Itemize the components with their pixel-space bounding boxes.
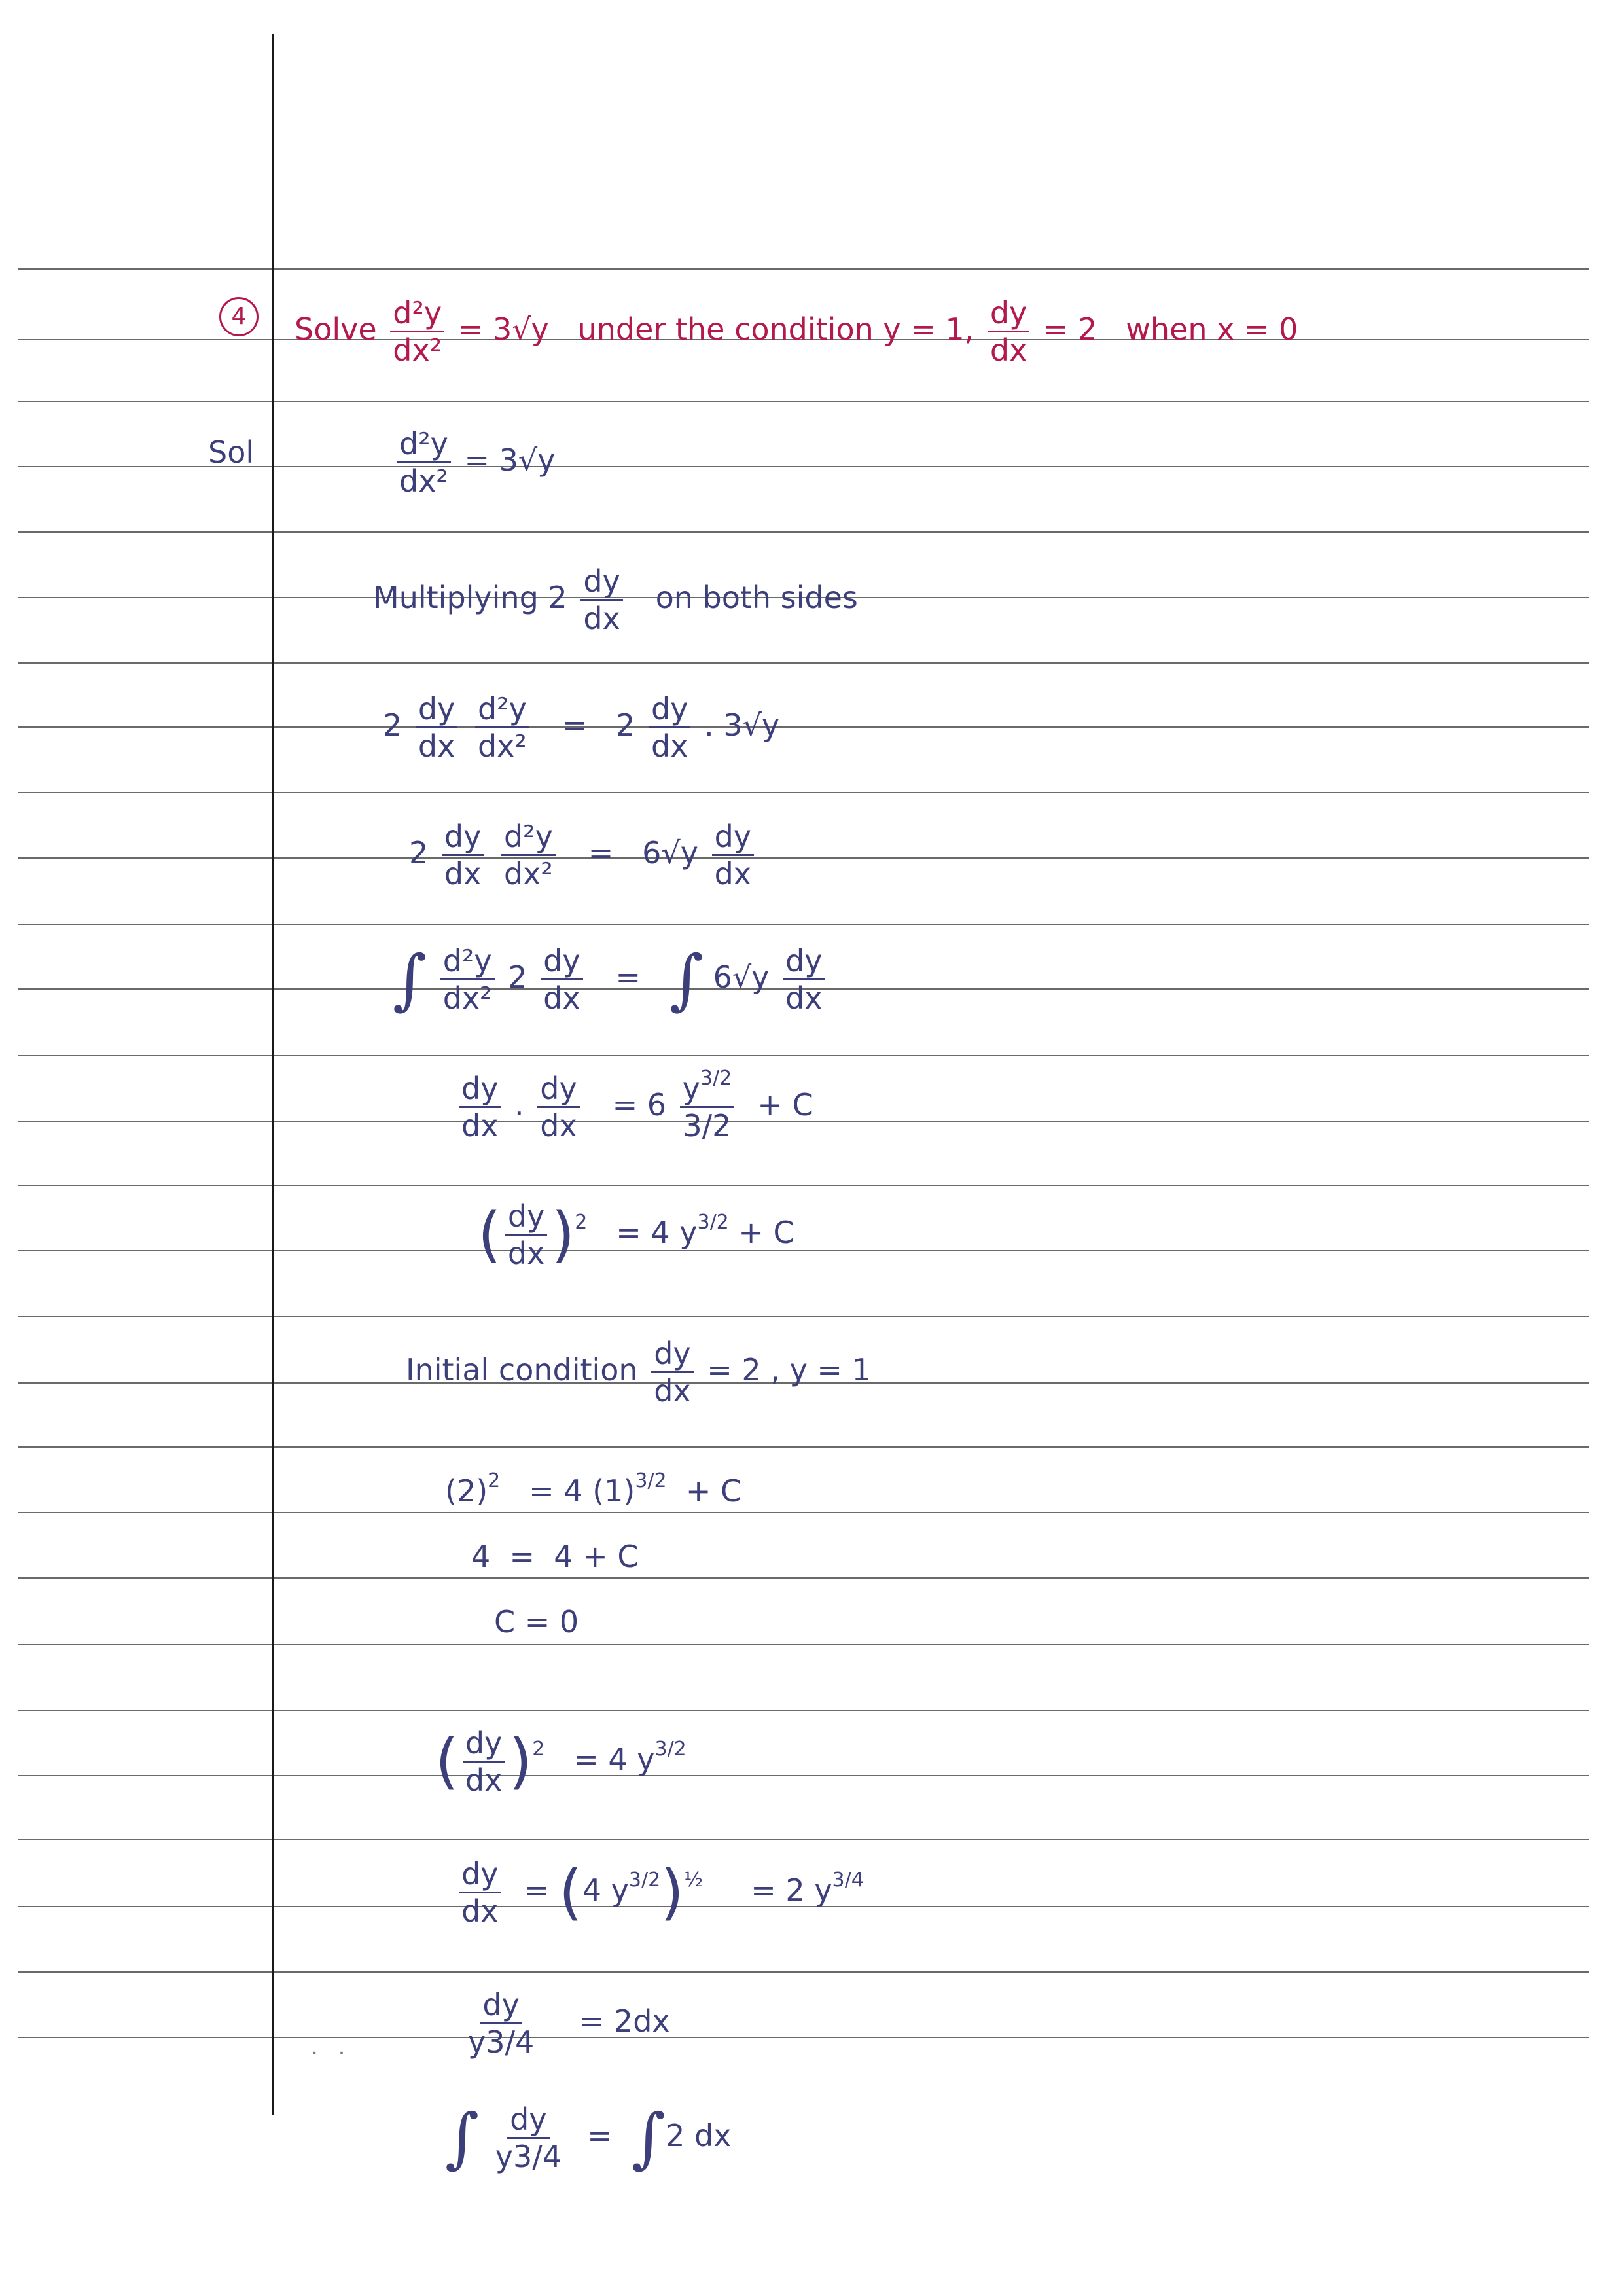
condition-text: under the condition <box>577 312 874 347</box>
stray-dots: . . <box>311 2034 352 2060</box>
step-12: ( $\frac{dy}{dx}$ )$^2$ = 4 $y^{3/2}$ <box>435 1725 687 1798</box>
solution-label: Sol <box>208 435 255 470</box>
step-9: $(2)^2$ = 4 $(1)^{3/2} + C$ <box>445 1469 742 1509</box>
problem-number-circle: 4 <box>219 297 259 336</box>
when-value: x = 0 <box>1217 312 1298 347</box>
solve-word: Solve <box>294 312 377 347</box>
step-1: $\frac{\text{d²y}}{\text{dx²}}$ = 3√y <box>393 429 555 496</box>
problem-lhs-fraction: $\frac{\text{d²y}}{\text{dx²}}$ <box>390 298 444 365</box>
step-8: Initial condition $\frac{dy}{dx}$ = 2 , y = 1 <box>406 1336 871 1408</box>
condition-y: y = 1, <box>883 312 974 347</box>
step-3: 2 $\frac{dy}{dx}$ $\frac{\text{d²y}}{\text{dx²}}$ = 2 $\frac{dy}{dx}$ . 3√y <box>383 691 780 764</box>
step-11: C = 0 <box>494 1604 579 1640</box>
condition-fraction: $\frac{dy}{dx}$ <box>988 298 1029 365</box>
step-7: ( $\frac{dy}{dx}$ )$^2$ = 4 $y^{3/2} + C$ <box>478 1198 794 1271</box>
problem-statement <box>294 295 1298 368</box>
margin-line <box>272 34 274 2115</box>
problem-rhs: = 3√y <box>457 312 549 347</box>
step-10: 4 = 4 + C <box>471 1539 639 1574</box>
when-text: when <box>1126 312 1207 347</box>
step-15: ∫ $\frac{dy}{y3/4}$ = ∫2 dx <box>445 2099 732 2176</box>
step-6: $\frac{dy}{dx}$ . $\frac{dy}{dx}$ = 6 $\frac{y^{3/2}}{3/2}$ + C <box>455 1073 813 1141</box>
step-13: $\frac{dy}{dx}$ = (4 $y^{3/2})^{\frac{1}{2}}$ = 2 $y^{3/4}$ <box>455 1859 864 1926</box>
step-14: $\frac{dy}{y3/4}$ = 2dx <box>468 1987 670 2060</box>
problem-number <box>219 297 259 336</box>
step-2: Multiplying 2 $\frac{dy}{dx}$ on both sides <box>373 564 858 636</box>
condition-eq: = 2 <box>1043 312 1097 347</box>
step-5: ∫ $\frac{\text{d²y}}{\text{dx²}}$ 2 $\frac{dy}{dx}$ = ∫ 6√y $\frac{dy}{dx}$ <box>393 946 829 1013</box>
step-4: 2 $\frac{dy}{dx}$ $\frac{\text{d²y}}{\text{dx²}}$ = 6√y $\frac{dy}{dx}$ <box>409 821 758 889</box>
